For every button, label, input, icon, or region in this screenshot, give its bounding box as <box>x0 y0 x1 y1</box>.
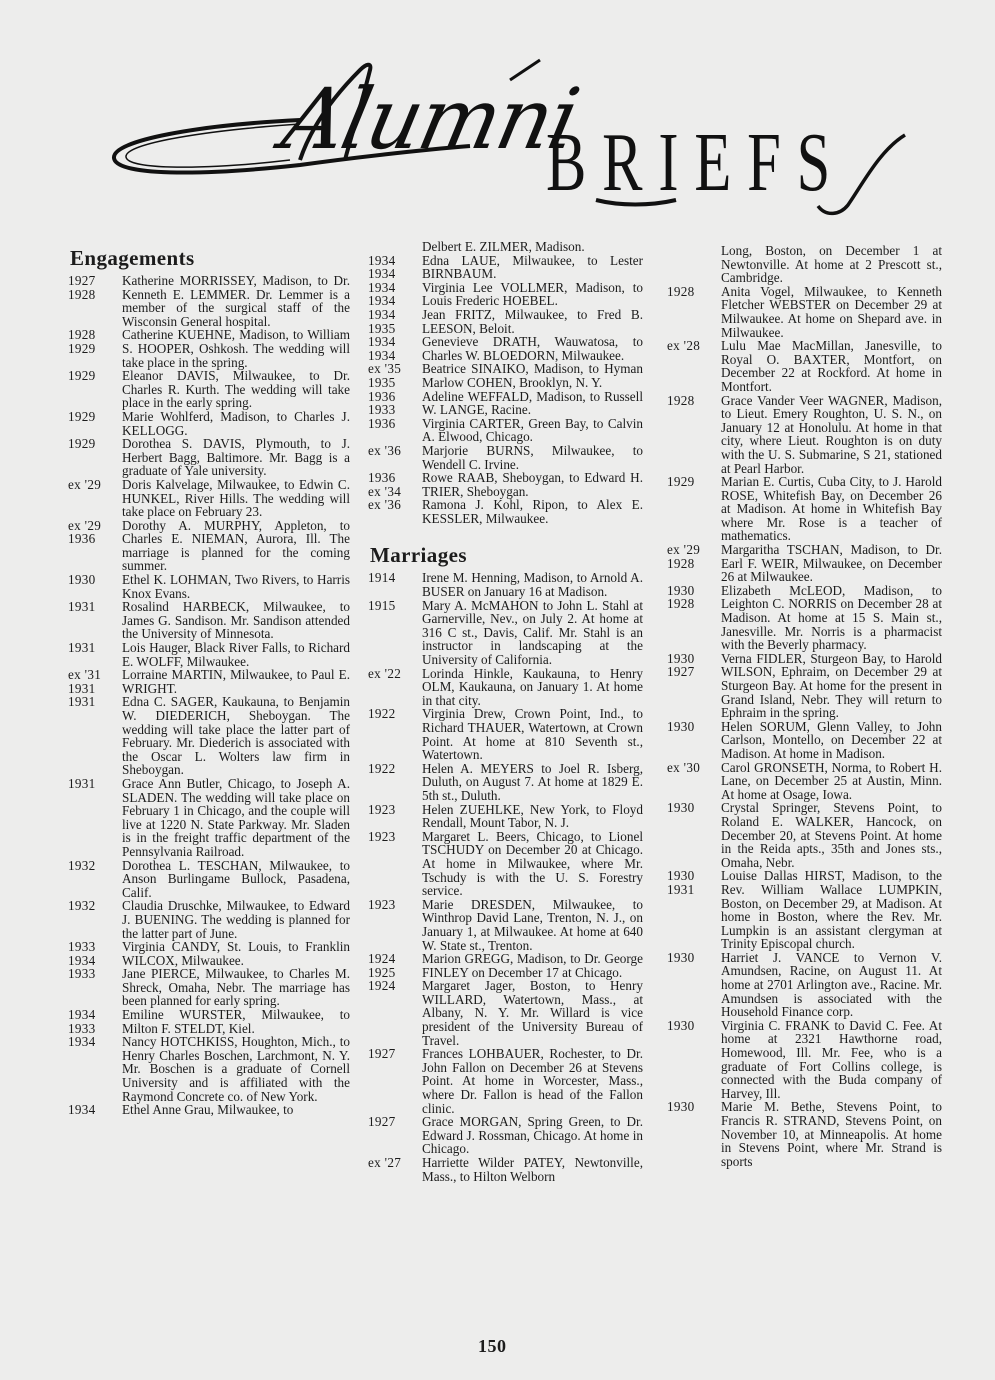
class-year <box>368 707 420 761</box>
class-year <box>68 328 120 369</box>
entry-text: Marjorie BURNS, Milwaukee, to Wendell C. Irvine. <box>422 442 643 472</box>
class-year <box>68 1035 120 1103</box>
entry-text: Margaret L. Beers, Chicago, to Lionel TSCHUDY on December 20 at Chicago. At home in Milwaukee, where Mr. Tschudy is with the U. S. Forestry service. <box>422 828 643 899</box>
entry-text: Virginia CARTER, Green Bay, to Calvin A. Elwood, Chicago. <box>422 415 643 445</box>
class-year-label: 1931 <box>667 881 695 897</box>
page-number: 150 <box>478 1336 507 1356</box>
list-item <box>368 707 643 761</box>
class-year-label: 1936 <box>368 388 396 404</box>
class-year-label: 1934 <box>68 1007 96 1023</box>
list-item <box>68 695 350 777</box>
entry-text: Rosalind HARBECK, Milwaukee, to James G. Sandison. Mr. Sandison attended the University of Minnesota. <box>122 599 350 642</box>
entry-text: Crystal Springer, Stevens Point, to Roland E. WALKER, Hancock, on December 20, at Stevens Point. At home in the Reida apts., 35th and Jones sts., Omaha, Nebr. <box>721 800 942 870</box>
class-year <box>368 952 420 979</box>
class-year-label: 1923 <box>368 896 396 912</box>
class-year <box>667 475 719 543</box>
class-year <box>368 471 420 498</box>
class-year-label: 1934 <box>368 266 396 282</box>
list-item <box>68 519 350 573</box>
list-item <box>667 1100 942 1168</box>
entry-text: Marion GREGG, Madison, to Dr. George FINLEY on December 17 at Chicago. <box>422 951 643 980</box>
list-item <box>368 571 643 598</box>
class-year <box>68 777 120 859</box>
class-year-label: 1934 <box>368 279 396 295</box>
class-year-label: 1934 <box>68 1034 96 1050</box>
class-year-label: 1933 <box>68 939 96 955</box>
list-item <box>368 667 643 708</box>
entry-text: Catherine KUEHNE, Madison, to William S. HOOPER, Oshkosh. The wedding will take place in the spring. <box>122 327 350 370</box>
list-item <box>368 1156 643 1183</box>
class-year-label: 1930 <box>667 949 695 965</box>
list-item <box>667 285 942 339</box>
list-item <box>68 478 350 519</box>
entry-text: Harriet J. VANCE to Vernon V. Amundsen, Racine, on August 11. At home at 2701 Arlington ave., Racine. Mr. Amundsen is associated with the Household Finance corp. <box>721 949 942 1020</box>
class-year <box>68 369 120 410</box>
list-item <box>368 898 643 952</box>
entry-text: Claudia Druschke, Milwaukee, to Edward J. BUENING. The wedding is planned for the latter part of June. <box>122 898 350 941</box>
entry-text: Mary A. McMAHON to John L. Stahl at Garnerville, Nev., on July 2. At home at 316 C st., Davis, Calif. Mr. Stahl is an instructor in landscaping at the University of California. <box>422 597 643 668</box>
entry-text: Beatrice SINAIKO, Madison, to Hyman Marlow COHEN, Brooklyn, N. Y. <box>422 361 643 390</box>
list-item <box>68 967 350 1008</box>
list-item <box>667 720 942 761</box>
entry-text: Helen ZUEHLKE, New York, to Floyd Rendall, Mount Tabor, N. J. <box>422 801 643 831</box>
list-item <box>368 390 643 417</box>
class-year-label: 1930 <box>667 650 695 666</box>
list-item <box>68 437 350 478</box>
column-right <box>667 244 942 1168</box>
class-year <box>68 1103 120 1117</box>
class-year <box>667 543 719 584</box>
list-item <box>667 801 942 869</box>
class-year <box>667 394 719 476</box>
list-item <box>68 369 350 410</box>
class-year-label: 1929 <box>68 368 96 384</box>
entry-text: Rowe RAAB, Sheboygan, to Edward H. TRIER, Sheboygan. <box>422 470 643 499</box>
entry-text: Helen SORUM, Glenn Valley, to John Carlson, Montello, on December 22 at Madison. At home in Madison. <box>721 718 942 761</box>
class-year <box>368 1115 420 1156</box>
class-year-label: 1935 <box>368 374 396 390</box>
list-item <box>68 940 350 967</box>
entry-text: Lois Hauger, Black River Falls, to Richard E. WOLFF, Milwaukee. <box>122 640 350 669</box>
entry-text: Nancy HOTCHKISS, Houghton, Mich., to Henry Charles Boschen, Larchmont, N. Y. Mr. Boschen is a graduate of Cornell University and is affiliated with the Raymond Concrete co. of New York. <box>122 1034 350 1104</box>
class-year <box>667 584 719 652</box>
entry-text: Harriette Wilder PATEY, Newtonville, Mass., to Hilton Welborn <box>422 1155 643 1184</box>
masthead-script-title: Alumni <box>274 70 586 168</box>
class-year-label: 1928 <box>68 327 96 343</box>
class-year-label: ex '29 <box>68 476 102 492</box>
class-year <box>68 899 120 940</box>
class-year <box>68 668 120 695</box>
entry-text: Anita Vogel, Milwaukee, to Kenneth Fletcher WEBSTER on December 29 at Milwaukee. At home on Shepard ave. in Milwaukee. <box>721 283 942 340</box>
entry-text: Emiline WURSTER, Milwaukee, to Milton F. STELDT, Kiel. <box>122 1007 350 1036</box>
list-item <box>667 652 942 720</box>
class-year <box>667 244 719 285</box>
list-item <box>368 308 643 335</box>
class-year-label: 1932 <box>68 857 96 873</box>
class-year <box>667 951 719 1019</box>
class-year <box>368 335 420 362</box>
list-item <box>368 762 643 803</box>
masthead-caps-title: BRIEFS <box>546 116 847 209</box>
class-year-label: 1934 <box>368 293 396 309</box>
entry-text: Katherine MORRISSEY, Madison, to Dr. Kenneth E. LEMMER. Dr. Lemmer is a member of the surgical staff of the Wisconsin General hospital. <box>122 273 350 329</box>
list-item <box>68 899 350 940</box>
entry-text: Elizabeth McLEOD, Madison, to Leighton C. NORRIS on December 28 at Madison. At home at 15 S. Main st., Janesville. Mr. Norris is a pharmacist with the Beverly pharmacy. <box>721 582 942 653</box>
entry-text: Genevieve DRATH, Wauwatosa, to Charles W. BLOEDORN, Milwaukee. <box>422 334 643 363</box>
list-item <box>68 668 350 695</box>
entry-text: Adeline WEFFALD, Madison, to Russell W. LANGE, Racine. <box>422 388 643 418</box>
list-item <box>667 543 942 584</box>
class-year-label: ex '31 <box>68 667 102 683</box>
list-item <box>368 417 643 444</box>
entry-text: Doris Kalvelage, Milwaukee, to Edwin C. HUNKEL, River Hills. The wedding will take place on February 23. <box>122 476 350 520</box>
class-year-label: 1934 <box>368 347 396 363</box>
class-year-label: 1915 <box>368 597 396 613</box>
class-year-label: ex '36 <box>368 497 402 513</box>
class-year-label: 1930 <box>68 572 96 588</box>
entry-text: Lorraine MARTIN, Milwaukee, to Paul E. WRIGHT. <box>122 667 350 696</box>
class-year <box>368 599 420 667</box>
class-year-label: ex '29 <box>68 517 102 533</box>
class-year-label: 1927 <box>368 1114 396 1130</box>
entry-text: Dorothea L. TESCHAN, Milwaukee, to Anson Burlingame Bullock, Pasadena, Calif. <box>122 857 350 900</box>
class-year <box>68 274 120 328</box>
list-item <box>68 328 350 369</box>
class-year-label: 1936 <box>68 531 96 547</box>
entry-text: Edna C. SAGER, Kaukauna, to Benjamin W. DIEDERICH, Sheboygan. The wedding will take place the latter part of February. Mr. Diederich is associated with the Oscar L. Wolters law firm in Sheboygan. <box>122 694 350 778</box>
list-item <box>667 394 942 476</box>
entry-text: Marie DRESDEN, Milwaukee, to Winthrop David Lane, Trenton, N. J., on January 1, at Milwaukee. At home at 640 W. State st., Trenton. <box>422 896 643 953</box>
entry-text: Marie Wohlferd, Madison, to Charles J. KELLOGG. <box>122 408 350 438</box>
class-year-label: 1914 <box>368 570 396 586</box>
list-item <box>368 444 643 471</box>
class-year <box>667 285 719 339</box>
class-year-label: 1935 <box>368 320 396 336</box>
class-year-label: 1925 <box>368 964 396 980</box>
class-year-label: ex '36 <box>368 442 402 458</box>
class-year-label: 1922 <box>368 706 396 722</box>
list-item <box>368 952 643 979</box>
class-year <box>667 1019 719 1101</box>
list-item <box>667 244 942 285</box>
class-year-label: ex '22 <box>368 665 402 681</box>
entry-text: Edna LAUE, Milwaukee, to Lester BIRNBAUM. <box>422 252 643 282</box>
entry-text: Irene M. Henning, Madison, to Arnold A. BUSER on January 16 at Madison. <box>422 570 643 600</box>
list-item <box>667 339 942 393</box>
list-item <box>68 600 350 641</box>
class-year-label: ex '34 <box>368 483 402 499</box>
column-middle <box>368 240 643 1183</box>
class-year <box>368 803 420 830</box>
class-year-label: 1928 <box>667 392 695 408</box>
class-year <box>368 498 420 525</box>
entry-text: Louise Dallas HIRST, Madison, to the Rev. William Wallace LUMPKIN, Boston, on December 29, at Madison. At home in Boston, where the Rev. Mr. Lumpkin is an assistant clergyman at Trinity Episcopal church. <box>721 868 942 952</box>
alumni-briefs-masthead <box>0 0 995 240</box>
class-year <box>68 478 120 519</box>
class-year-label: 1936 <box>368 415 396 431</box>
class-year <box>368 254 420 281</box>
entry-text: Virginia C. FRANK to David C. Fee. At home at 2321 Hawthorne road, Homewood, Ill. Mr. Fee, who is a graduate of Fort Collins college, is connected with the Buda company of Harvey, Ill. <box>721 1017 942 1101</box>
class-year <box>368 417 420 444</box>
list-item <box>68 641 350 668</box>
entry-text: Verna FIDLER, Sturgeon Bay, to Harold WILSON, Ephraim, on December 29 at Sturgeon Bay. At home for the present in Grand Island, Nebr. They will return to Ephraim in the spring. <box>721 650 942 721</box>
class-year <box>368 667 420 708</box>
entry-text: Virginia Drew, Crown Point, Ind., to Richard THAUER, Watertown, at Crown Point. At home at 810 Seventh st., Watertown. <box>422 706 643 763</box>
class-year-label: 1929 <box>68 436 96 452</box>
class-year-label: 1929 <box>667 474 695 490</box>
entry-text: Grace Ann Butler, Chicago, to Joseph A. SLADEN. The wedding will take place on February 1 in Chicago, and the couple will live at 1220 N. State Parkway. Mr. Sladen is in the freight traffic department of the Pennsylvania Railroad. <box>122 775 350 859</box>
list-item <box>368 281 643 308</box>
class-year <box>368 898 420 952</box>
marriages-list-continued <box>667 244 942 1168</box>
class-year <box>68 519 120 573</box>
class-year-label: ex '35 <box>368 361 402 377</box>
list-item <box>68 1035 350 1103</box>
class-year <box>368 362 420 389</box>
list-item <box>68 573 350 600</box>
class-year-label: 1927 <box>68 273 96 288</box>
class-year-label: 1930 <box>667 1099 695 1115</box>
class-year-label: 1924 <box>368 978 396 994</box>
class-year-label: 1928 <box>667 596 695 612</box>
class-year <box>667 720 719 761</box>
class-year <box>368 1156 420 1183</box>
entry-text: Dorothea S. DAVIS, Plymouth, to J. Herbert Bagg, Baltimore. Mr. Bagg is a graduate of Yale university. <box>122 436 350 479</box>
entry-text: Virginia CANDY, St. Louis, to Franklin WILCOX, Milwaukee. <box>122 939 350 968</box>
entry-text: Frances LOHBAUER, Rochester, to Dr. John Fallon on December 26 at Stevens Point. At home in Worcester, Mass., where Dr. Fallon is head of the Fallon clinic. <box>422 1046 643 1116</box>
class-year <box>368 308 420 335</box>
list-item <box>68 859 350 900</box>
class-year-label: ex '27 <box>368 1155 402 1170</box>
class-year-label: 1927 <box>667 664 695 680</box>
entry-text: Long, Boston, on December 1 at Newtonville. At home at 2 Prescott st., Cambridge. <box>721 243 942 286</box>
entry-text: Lulu Mae MacMillan, Janesville, to Royal O. BAXTER, Montfort, on December 22 at Rockford. At home in Montfort. <box>721 338 942 394</box>
class-year <box>368 762 420 803</box>
class-year-label: ex '28 <box>667 338 701 354</box>
class-year-label: 1930 <box>667 868 695 884</box>
class-year-label: 1936 <box>368 470 396 486</box>
entry-text: Grace MORGAN, Spring Green, to Dr. Edward J. Rossman, Chicago. At home in Chicago. <box>422 1114 643 1157</box>
list-item <box>368 240 643 254</box>
class-year-label: 1929 <box>68 408 96 424</box>
list-item <box>368 830 643 898</box>
list-item <box>368 498 643 525</box>
entry-text: Ethel Anne Grau, Milwaukee, to <box>122 1102 294 1118</box>
engagements-list-continued <box>368 240 643 525</box>
list-item <box>68 777 350 859</box>
class-year-label: 1934 <box>368 252 396 268</box>
entry-text: Carol GRONSETH, Norma, to Robert H. Lane, on December 25 at Austin, Minn. At home at Osage, Iowa. <box>721 759 942 802</box>
class-year-label: 1933 <box>68 1020 96 1036</box>
class-year <box>368 830 420 898</box>
entry-text: Dorothy A. MURPHY, Appleton, to Charles E. NIEMAN, Aurora, Ill. The marriage is planned for the coming summer. <box>122 517 350 574</box>
class-year <box>667 801 719 869</box>
class-year <box>667 652 719 720</box>
class-year <box>368 390 420 417</box>
class-year <box>68 967 120 1008</box>
list-item <box>368 979 643 1047</box>
entry-text: Ramona J. Kohl, Ripon, to Alex E. KESSLER, Milwaukee. <box>422 497 643 526</box>
column-left <box>68 242 350 1117</box>
class-year <box>68 1008 120 1035</box>
entry-text: Grace Vander Veer WAGNER, Madison, to Lieut. Emery Roughton, U. S. N., on January 12 at Honolulu. At home in that city, where Lieut. Roughton is on duty with the U. S. Submarine, S 21, stationed at Pearl Harbor. <box>721 392 942 476</box>
class-year <box>68 437 120 478</box>
list-item <box>667 761 942 802</box>
list-item <box>368 362 643 389</box>
class-year-label: 1924 <box>368 951 396 967</box>
class-year <box>68 940 120 967</box>
engagements-list <box>68 274 350 1117</box>
list-item <box>667 1019 942 1101</box>
class-year <box>368 1047 420 1115</box>
section-title-marriages: Marriages <box>370 543 467 568</box>
entry-text: Marie M. Bethe, Stevens Point, to Francis R. STRAND, Stevens Point, on November 10, at Minneapolis. At home in Stevens Point, where Mr. Strand is sports <box>721 1099 942 1169</box>
entry-text: Delbert E. ZILMER, Madison. <box>422 239 585 254</box>
class-year <box>368 444 420 471</box>
class-year-label: 1928 <box>667 555 695 571</box>
list-item <box>68 1008 350 1035</box>
class-year <box>368 571 420 598</box>
class-year-label: 1928 <box>667 283 695 299</box>
list-item <box>368 335 643 362</box>
class-year-label: 1933 <box>68 966 96 982</box>
class-year-label: 1931 <box>68 694 96 710</box>
class-year <box>68 859 120 900</box>
entry-text: Lorinda Hinkle, Kaukauna, to Henry OLM, Kaukauna, on January 1. At home in that city. <box>422 665 643 708</box>
class-year-label: 1922 <box>368 760 396 776</box>
section-title-engagements: Engagements <box>70 246 195 270</box>
class-year <box>368 979 420 1047</box>
class-year-label: ex '30 <box>667 759 701 775</box>
list-item <box>368 1047 643 1115</box>
list-item <box>667 475 942 543</box>
class-year <box>368 240 420 254</box>
class-year-label: 1933 <box>368 402 396 418</box>
class-year <box>68 641 120 668</box>
entry-text: Jane PIERCE, Milwaukee, to Charles M. Shreck, Omaha, Nebr. The marriage has been planned for early spring. <box>122 966 350 1009</box>
list-item <box>368 599 643 667</box>
entry-text: Helen A. MEYERS to Joel R. Isberg, Duluth, on August 7. At home at 1829 E. 5th st., Duluth. <box>422 760 643 803</box>
entry-text: Marian E. Curtis, Cuba City, to J. Harold ROSE, Whitefish Bay, on December 26 at Madison. At home in Whitefish Bay where Mr. Rose is a teacher of mathematics. <box>721 474 942 544</box>
class-year <box>667 339 719 393</box>
list-item <box>68 1103 350 1117</box>
list-item <box>368 471 643 498</box>
marriages-list <box>368 571 643 1183</box>
list-item <box>368 1115 643 1156</box>
class-year-label: 1931 <box>68 775 96 791</box>
list-item <box>667 584 942 652</box>
entry-text: Virginia Lee VOLLMER, Madison, to Louis Frederic HOEBEL. <box>422 279 643 309</box>
list-item <box>368 803 643 830</box>
entry-text: Jean FRITZ, Milwaukee, to Fred B. LEESON, Beloit. <box>422 306 643 336</box>
class-year <box>68 573 120 600</box>
class-year <box>667 761 719 802</box>
class-year <box>68 410 120 437</box>
class-year <box>68 695 120 777</box>
class-year-label: 1927 <box>368 1046 396 1062</box>
class-year-label: 1930 <box>667 800 695 816</box>
list-item <box>368 254 643 281</box>
class-year-label: 1923 <box>368 828 396 844</box>
class-year <box>368 281 420 308</box>
class-year-label: 1934 <box>68 1102 96 1118</box>
class-year-label: 1929 <box>68 340 96 356</box>
class-year-label: 1923 <box>368 801 396 817</box>
class-year <box>667 1100 719 1168</box>
list-item <box>667 869 942 951</box>
entry-text: Margaret Jager, Boston, to Henry WILLARD, Watertown, Mass., at Albany, N. Y. Mr. Willard is vice president of the University Bureau of Travel. <box>422 978 643 1048</box>
class-year-label: 1930 <box>667 582 695 598</box>
list-item <box>68 410 350 437</box>
class-year <box>667 869 719 951</box>
class-year-label: 1931 <box>68 640 96 656</box>
entry-text: Ethel K. LOHMAN, Two Rivers, to Harris Knox Evans. <box>122 572 350 601</box>
class-year-label: 1930 <box>667 1017 695 1033</box>
entry-text: Margaritha TSCHAN, Madison, to Dr. Earl F. WEIR, Milwaukee, on December 26 at Milwaukee. <box>721 542 942 585</box>
class-year-label: 1934 <box>68 952 96 968</box>
class-year <box>68 600 120 641</box>
entry-text: Eleanor DAVIS, Milwaukee, to Dr. Charles R. Kurth. The wedding will take place in the early spring. <box>122 368 350 411</box>
class-year-label: 1928 <box>68 286 96 302</box>
class-year-label: 1934 <box>368 334 396 350</box>
class-year-label: 1934 <box>368 306 396 322</box>
class-year-label: ex '29 <box>667 542 701 558</box>
class-year-label: 1932 <box>68 898 96 914</box>
list-item <box>667 951 942 1019</box>
class-year-label: 1930 <box>667 718 695 734</box>
class-year-label: 1931 <box>68 680 96 696</box>
list-item <box>68 274 350 328</box>
class-year-label: 1931 <box>68 599 96 615</box>
